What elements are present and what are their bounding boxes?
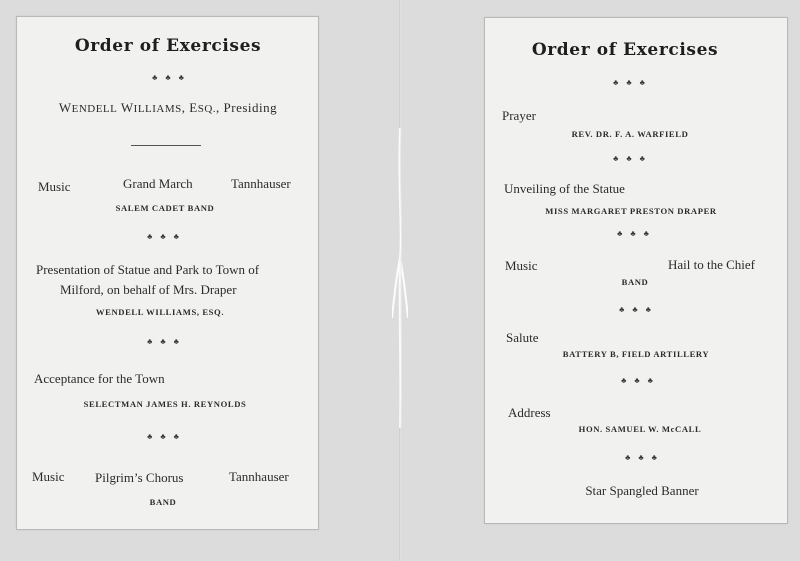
item-label: Salute xyxy=(506,330,539,345)
item-performer: REV. DR. F. A. WARFIELD xyxy=(571,129,689,139)
item-performer: WENDELL WILLIAMS, ESQ. xyxy=(95,307,225,317)
ornament: ♣ ♣ ♣ xyxy=(152,73,184,82)
ornament: ♣ ♣ ♣ xyxy=(147,232,179,241)
ornament: ♣ ♣ ♣ xyxy=(613,154,645,163)
ornament: ♣ ♣ ♣ xyxy=(147,337,179,346)
binding-thread xyxy=(392,128,408,428)
right-program-page xyxy=(484,17,788,524)
item-text-line-2: Milford, on behalf of Mrs. Draper xyxy=(60,282,237,297)
item-performer: HON. SAMUEL W. McCALL xyxy=(578,424,702,434)
item-label: Acceptance for the Town xyxy=(34,371,165,386)
item-composer: Tannhauser xyxy=(231,176,291,191)
item-piece: Grand March xyxy=(123,176,193,191)
item-performer: MISS MARGARET PRESTON DRAPER xyxy=(545,206,717,216)
item-label: Address xyxy=(508,405,551,420)
item-label: Unveiling of the Statue xyxy=(504,181,625,196)
item-piece: Hail to the Chief xyxy=(668,257,756,272)
right-page-title: Order of Exercises xyxy=(531,40,719,60)
item-label: Music xyxy=(38,179,71,194)
ornament: ♣ ♣ ♣ xyxy=(625,453,657,462)
ornament: ♣ ♣ ♣ xyxy=(147,432,179,441)
item-label: Music xyxy=(32,469,65,484)
ornament: ♣ ♣ ♣ xyxy=(613,78,645,87)
item-performer: BAND xyxy=(621,277,649,287)
item-label: Music xyxy=(505,258,538,273)
item-performer: BATTERY B, FIELD ARTILLERY xyxy=(562,349,710,359)
item-label: Prayer xyxy=(502,108,536,123)
presiding-line: WENDELL WILLIAMS, ESQ., Presiding xyxy=(58,100,278,115)
ornament: ♣ ♣ ♣ xyxy=(617,229,649,238)
separator-rule xyxy=(131,145,201,146)
left-page-title: Order of Exercises xyxy=(74,36,262,56)
ornament: ♣ ♣ ♣ xyxy=(621,376,653,385)
ornament: ♣ ♣ ♣ xyxy=(619,305,651,314)
item-performer: SELECTMAN JAMES H. REYNOLDS xyxy=(83,399,247,409)
item-performer: SALEM CADET BAND xyxy=(115,203,215,213)
item-composer: Tannhauser xyxy=(229,469,289,484)
item-performer: BAND xyxy=(149,497,177,507)
item-text-line-1: Presentation of Statue and Park to Town of xyxy=(36,262,260,277)
item-label: Star Spangled Banner xyxy=(585,483,699,498)
item-piece: Pilgrim’s Chorus xyxy=(95,470,184,485)
left-program-page xyxy=(16,16,319,530)
